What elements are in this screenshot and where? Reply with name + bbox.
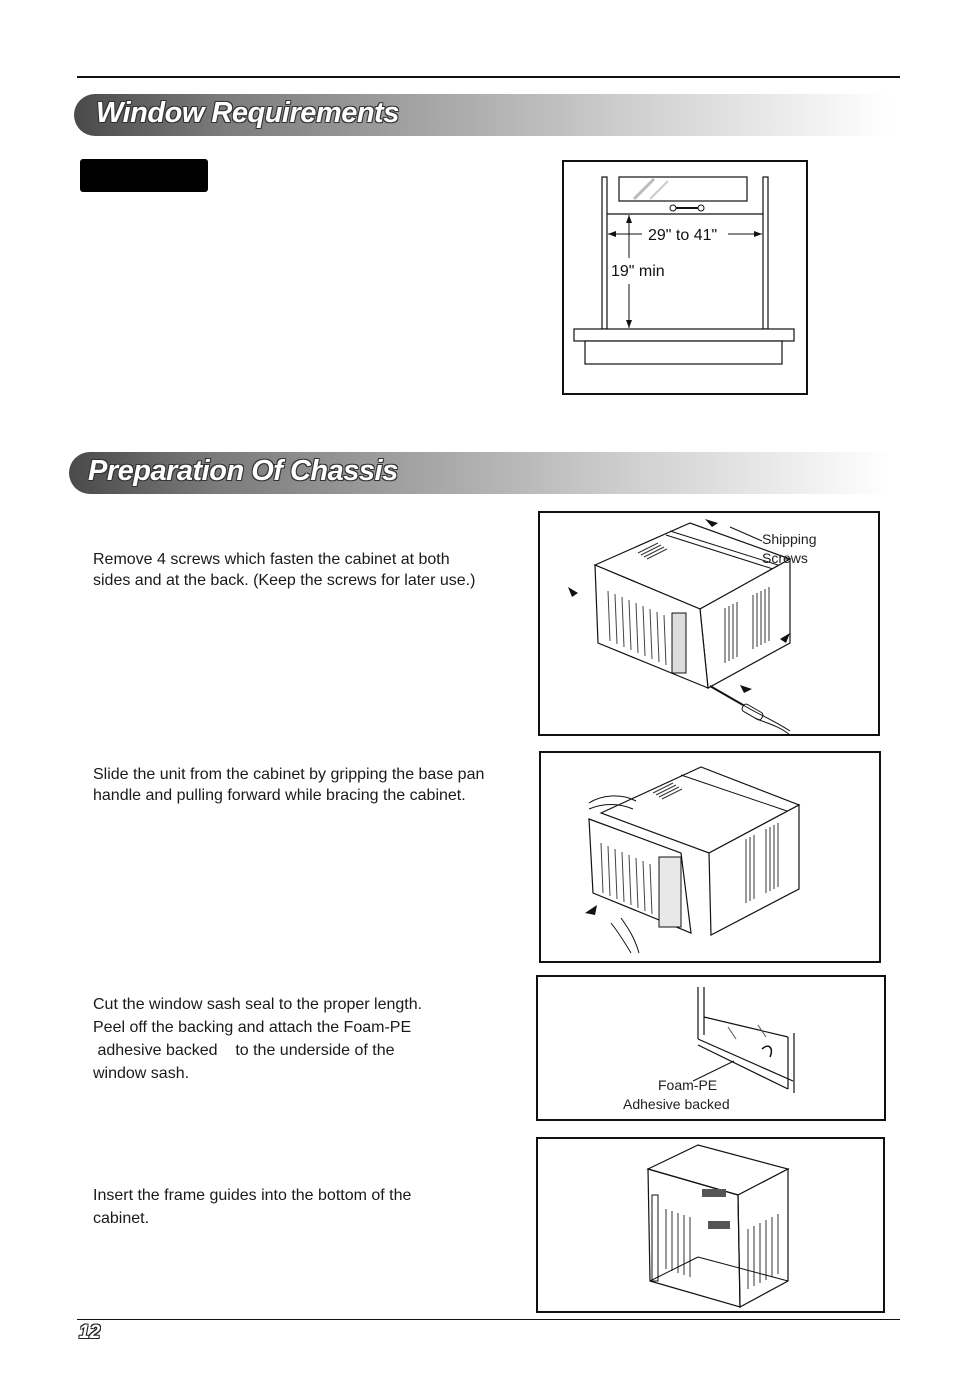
- step-1-text: [93, 549, 475, 591]
- page-number: 12: [79, 1322, 101, 1343]
- step-2-line-1: Slide the unit from the cabinet by gripping the base pan: [93, 766, 485, 783]
- step-4-text: [93, 1184, 411, 1230]
- slide-unit-figure: [539, 751, 881, 963]
- window-height-label: 19" min: [611, 263, 665, 280]
- foam-label-1: Foam-PE: [658, 1077, 718, 1093]
- section-title-window: Window Requirements: [96, 97, 399, 129]
- bottom-rule: [77, 1319, 900, 1320]
- step-2-text: [93, 764, 484, 806]
- shipping-label-1: Shipping: [762, 531, 817, 547]
- sash-seal-figure: [536, 975, 886, 1121]
- window-dimensions-figure: [562, 160, 808, 395]
- step-3-text: [93, 993, 422, 1085]
- step-4-line-2: cabinet.: [93, 1210, 150, 1227]
- remove-screws-figure: [538, 511, 880, 736]
- step-3-line-4: window sash.: [93, 1065, 190, 1082]
- window-width-label: 29" to 41": [648, 227, 718, 244]
- caution-tab: [80, 159, 208, 192]
- foam-label-2: Adhesive backed: [623, 1096, 730, 1112]
- step-2-line-2: handle and pulling forward while bracing the cabinet.: [93, 787, 466, 804]
- step-3-line-1: Cut the window sash seal to the proper length.: [93, 996, 423, 1013]
- step-3-line-2: Peel off the backing and attach the Foam-PE: [93, 1019, 412, 1036]
- step-1-line-1: Remove 4 screws which fasten the cabinet at both: [93, 551, 450, 568]
- top-rule: [77, 76, 900, 78]
- preparation-chassis-banner: [69, 452, 891, 494]
- section-title-chassis: Preparation Of Chassis: [88, 455, 398, 487]
- step-1-line-2: sides and at the back. (Keep the screws for later use.): [93, 572, 476, 589]
- frame-guides-figure: [536, 1137, 885, 1313]
- window-requirements-banner: [74, 94, 892, 136]
- step-3-line-3: adhesive backed to the underside of the: [93, 1042, 395, 1059]
- shipping-label-2: Screws: [762, 550, 808, 566]
- step-4-line-1: Insert the frame guides into the bottom of the: [93, 1187, 412, 1204]
